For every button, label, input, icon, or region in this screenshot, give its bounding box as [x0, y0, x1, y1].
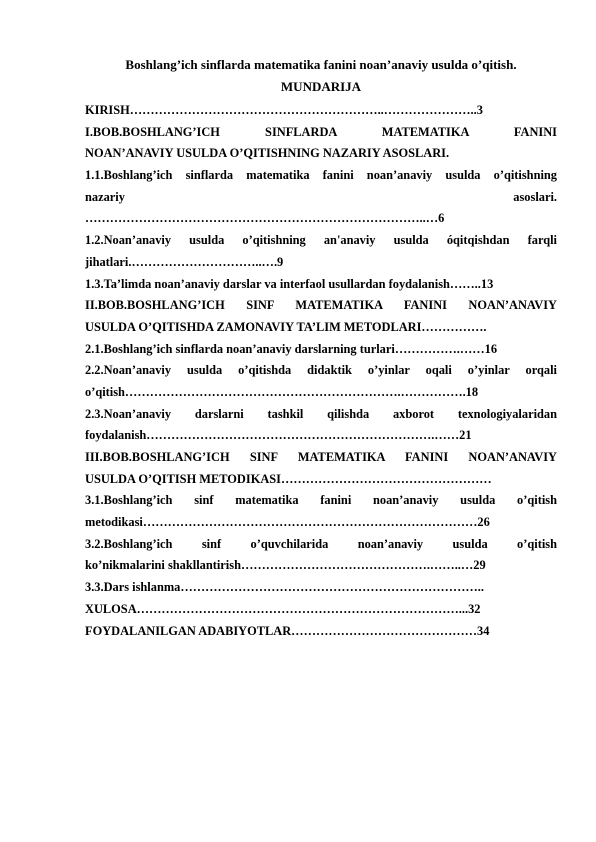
toc-line: 3.1.Boshlang’ich sinf matematika fanini noan’anaviy usulda o’qitish [85, 493, 557, 508]
toc-line: USULDA O’QITISH METODIKASI…………………………………………… [85, 471, 492, 486]
toc-heading: MUNDARIJA [280, 79, 362, 94]
toc-line: KIRISH……………………………………………………..…………………..3 [85, 103, 483, 117]
toc-line: 2.1.Boshlang’ich sinflarda noan’anaviy darslarning turlari…………….……16 [85, 341, 498, 356]
toc-line: 3.3.Dars ishlanma……………………………………………………………….. [85, 580, 484, 595]
toc-line: 2.3.Noan’anaviy darslarni tashkil qilishda axborot texnologiyalaridan [85, 406, 557, 421]
table-of-contents [85, 100, 557, 642]
toc-line: ko’nikmalarini shakllantirish……………………………………….……..…29 [85, 558, 486, 573]
toc-line: 1.3.Ta’limda noan’anaviy darslar va interfaol usullardan foydalanish……..13 [85, 276, 494, 291]
document-title: Boshlang’ich sinflarda matematika fanini noan’anaviy usulda o’qitish. [125, 57, 517, 72]
toc-line: 1.2.Noan’anaviy usulda o’qitishning an'anaviy usulda óqitqishdan farqli [85, 233, 557, 248]
toc-line: foydalanish…………………………………………………………….……21 [85, 428, 472, 443]
toc-line: I.BOB.BOSHLANG’ICH SINFLARDA MATEMATIKA FANINI [85, 124, 557, 139]
toc-line: 2.2.Noan’anaviy usulda o’qitishda didaktik o’yinlar oqali o’yinlar orqali [85, 363, 557, 378]
toc-line: FOYDALANILGAN ADABIYOTLAR………………………………………34 [85, 623, 490, 638]
toc-line: USULDA O’QITISHDA ZAMONAVIY TA’LIM METODLARI……………. [85, 319, 487, 334]
toc-line: 3.2.Boshlang’ich sinf o’quvchilarida noan’anaviy usulda o’qitish [85, 536, 557, 551]
toc-line: o’qitish………………………………………………………….…………….18 [85, 384, 479, 399]
toc-line: nazariy asoslari. [85, 189, 557, 204]
toc-line: metodikasi………………………………………………………………………26 [85, 515, 490, 530]
toc-line: II.BOB.BOSHLANG’ICH SINF MATEMATIKA FANINI NOAN’ANAVIY [85, 298, 557, 313]
toc-line: III.BOB.BOSHLANG’ICH SINF MATEMATIKA FANINI NOAN’ANAVIY [85, 450, 557, 464]
toc-line: ………………………………………………………………………..…6 [85, 211, 445, 226]
toc-line: jihatlari.…………………………..….9 [85, 254, 284, 269]
toc-line: NOAN’ANAVIY USULDA O’QITISHNING NAZARIY ASOSLARI. [85, 146, 450, 161]
toc-line: 1.1.Boshlang’ich sinflarda matematika fanini noan’anaviy usulda o’qitishning [85, 168, 557, 183]
toc-line: XULOSA……………………………………………………………………...32 [85, 601, 481, 616]
